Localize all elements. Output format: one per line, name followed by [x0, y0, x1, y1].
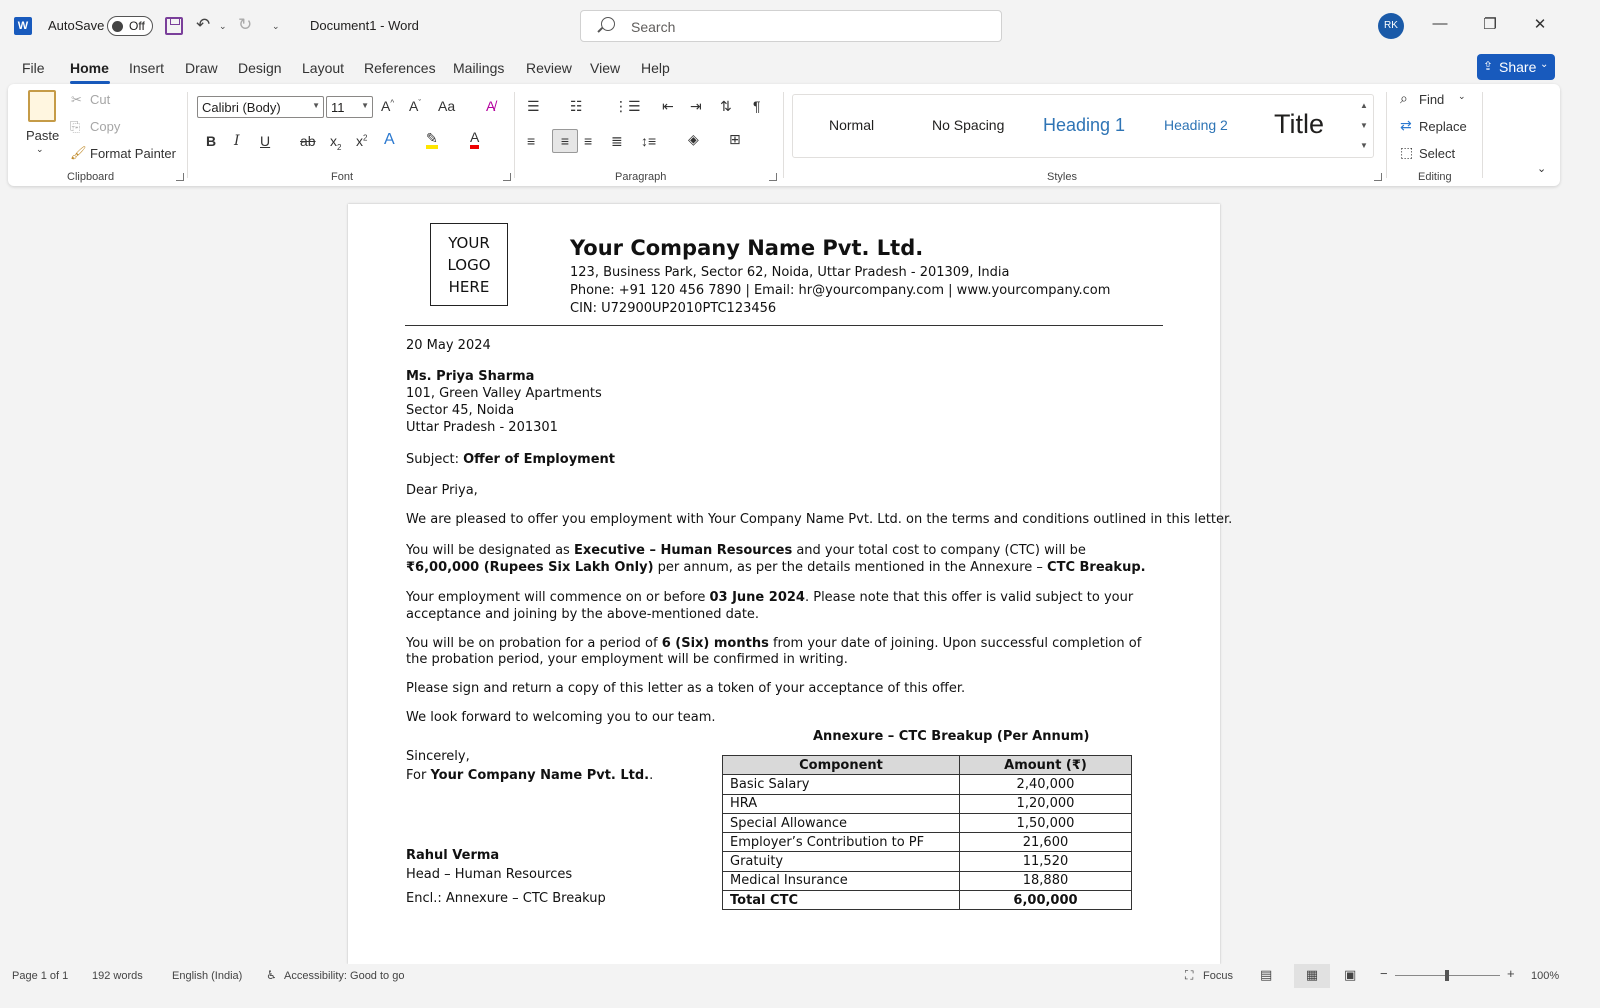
- undo-icon[interactable]: ↶: [196, 15, 211, 34]
- font-name-dropdown[interactable]: [197, 96, 324, 118]
- styles-scroll: [1356, 96, 1372, 156]
- focus-button[interactable]: Focus: [1203, 970, 1233, 982]
- font-dialog-launcher-icon[interactable]: [503, 173, 511, 181]
- text-run: .: [649, 768, 654, 783]
- table-cell: 1,50,000: [960, 813, 1132, 832]
- styles-gallery: [792, 94, 1374, 158]
- table-row: [723, 871, 1132, 890]
- search-icon: [601, 17, 615, 31]
- tab-help[interactable]: Help: [641, 60, 670, 76]
- app-name: Word: [388, 18, 419, 33]
- table-cell: Employer’s Contribution to PF: [723, 833, 960, 852]
- table-header-cell: Amount (₹): [960, 756, 1132, 775]
- style-normal[interactable]: Normal: [829, 117, 875, 133]
- tab-home[interactable]: Home: [70, 60, 109, 76]
- styles-dialog-launcher-icon[interactable]: [1374, 173, 1382, 181]
- recipient-address-line: Uttar Pradesh - 201301: [406, 420, 558, 435]
- tab-draw[interactable]: Draw: [185, 60, 218, 76]
- cut-icon: ✂: [71, 92, 82, 107]
- styles-group-label: Styles: [1047, 171, 1077, 183]
- style-no-spacing[interactable]: No Spacing: [932, 117, 1005, 133]
- copy-button[interactable]: Copy: [90, 119, 121, 134]
- read-mode-icon[interactable]: ▤: [1260, 967, 1273, 982]
- paragraph-commencement: [406, 589, 1161, 623]
- paste-icon[interactable]: [28, 90, 56, 122]
- clear-formatting-icon[interactable]: A̸: [486, 98, 496, 114]
- logo-line: YOUR: [448, 234, 490, 252]
- save-icon[interactable]: [165, 17, 183, 35]
- customize-toolbar-icon[interactable]: ⌄: [272, 21, 280, 31]
- text-run: You will be designated as: [406, 543, 574, 558]
- table-cell: Basic Salary: [723, 775, 960, 794]
- autosave-toggle[interactable]: [107, 16, 153, 36]
- table-cell: 6,00,000: [960, 891, 1132, 910]
- user-avatar[interactable]: RK: [1378, 13, 1404, 39]
- logo-line: LOGO: [447, 256, 491, 274]
- zoom-slider-thumb[interactable]: [1445, 970, 1449, 981]
- for-company-name: Your Company Name Pvt. Ltd.: [430, 768, 650, 783]
- subject-prefix: Subject:: [406, 452, 464, 467]
- tab-review[interactable]: Review: [526, 60, 572, 76]
- font-size-value: 11: [331, 100, 345, 115]
- page-count[interactable]: Page 1 of 1: [12, 970, 69, 982]
- align-right-icon[interactable]: ≡: [584, 133, 593, 149]
- multilevel-list-icon[interactable]: ⋮☰: [614, 98, 641, 114]
- tab-view[interactable]: View: [590, 60, 621, 76]
- table-header-row: [723, 756, 1132, 775]
- collapse-ribbon-icon[interactable]: ⌄: [1537, 163, 1547, 175]
- style-heading-2[interactable]: Heading 2: [1164, 117, 1228, 133]
- borders-icon[interactable]: ⊞: [729, 131, 741, 147]
- zoom-level[interactable]: 100%: [1531, 970, 1560, 982]
- tab-mailings[interactable]: Mailings: [453, 60, 505, 76]
- table-cell: 11,520: [960, 852, 1132, 871]
- styles-scroll-down-icon[interactable]: ▼: [1360, 121, 1368, 130]
- align-left-icon[interactable]: ≡: [527, 133, 536, 149]
- ctc-amount-text: ₹6,00,000 (Rupees Six Lakh Only): [406, 560, 654, 575]
- web-layout-icon[interactable]: ▣: [1344, 967, 1357, 982]
- numbering-icon[interactable]: ☷: [570, 98, 583, 114]
- document-page[interactable]: [348, 204, 1233, 964]
- designation-text: Executive – Human Resources: [573, 543, 793, 558]
- ribbon-separator: [514, 92, 515, 178]
- table-row: [723, 833, 1132, 852]
- italic-icon[interactable]: I: [234, 133, 240, 149]
- table-row: [723, 813, 1132, 832]
- font-size-dropdown[interactable]: [326, 96, 373, 118]
- copy-icon: ⎘: [70, 119, 81, 134]
- title-separator: -: [380, 18, 385, 33]
- format-painter-button[interactable]: Format Painter: [90, 146, 176, 161]
- search-box[interactable]: [580, 10, 1002, 42]
- increase-indent-icon[interactable]: ⇥: [690, 98, 702, 114]
- company-name: Your Company Name Pvt. Ltd.: [570, 236, 924, 260]
- text-run: Your employment will commence on or before: [406, 590, 710, 605]
- text-run: per annum, as per the details mentioned in the Annexure –: [653, 560, 1048, 575]
- font-name-value: Calibri (Body): [202, 100, 281, 115]
- text-run: For: [406, 768, 431, 783]
- shading-icon[interactable]: ◈: [688, 131, 699, 147]
- toggle-knob: [112, 21, 123, 32]
- grow-font-icon[interactable]: A^: [381, 98, 395, 114]
- table-row: [723, 794, 1132, 813]
- table-cell: Medical Insurance: [723, 871, 960, 890]
- table-cell: 21,600: [960, 833, 1132, 852]
- format-painter-icon: 🖌: [70, 145, 87, 160]
- superscript-icon[interactable]: $x^2$: [356, 133, 368, 149]
- search-placeholder: Search: [631, 19, 676, 35]
- line-spacing-icon[interactable]: ↕≡: [641, 133, 657, 149]
- select-icon: ⬚: [1400, 144, 1414, 160]
- accessibility-icon: ♿: [266, 968, 277, 982]
- font-color-icon[interactable]: A: [470, 130, 479, 149]
- text-run: . Please note that this offer is valid subject to your acceptance and joining by the above-mentioned date.: [406, 590, 1134, 622]
- bullets-icon[interactable]: ☰: [527, 98, 540, 114]
- recipient-name: Ms. Priya Sharma: [406, 369, 535, 384]
- zoom-out-icon[interactable]: −: [1380, 966, 1388, 981]
- sort-icon[interactable]: ⇅: [720, 98, 732, 114]
- document-title: [310, 18, 419, 33]
- company-contact: Phone: +91 120 456 7890 | Email: hr@yourcompany.com | www.yourcompany.com: [570, 283, 1111, 298]
- undo-dropdown-icon[interactable]: ⌄: [219, 21, 227, 31]
- signatory-title: Head – Human Resources: [406, 867, 573, 882]
- letter-date: 20 May 2024: [406, 338, 491, 353]
- signatory-name: Rahul Verma: [406, 848, 500, 863]
- recipient-address-line: 101, Green Valley Apartments: [406, 386, 602, 401]
- header-divider: [405, 325, 1163, 326]
- paragraph-dialog-launcher-icon[interactable]: [769, 173, 777, 181]
- table-cell: Gratuity: [723, 852, 960, 871]
- language-indicator[interactable]: English (India): [172, 970, 243, 982]
- tab-references[interactable]: References: [364, 60, 436, 76]
- change-case-button[interactable]: Aa: [438, 98, 456, 114]
- joining-date-text: 03 June 2024: [709, 590, 805, 605]
- text-effects-icon[interactable]: A: [384, 131, 395, 148]
- table-cell: 1,20,000: [960, 794, 1132, 813]
- company-address: 123, Business Park, Sector 62, Noida, Uttar Pradesh - 201309, India: [570, 265, 1010, 280]
- cut-button[interactable]: Cut: [90, 92, 111, 107]
- table-cell: HRA: [723, 794, 960, 813]
- share-button[interactable]: [1477, 54, 1555, 80]
- share-label: Share: [1499, 59, 1537, 75]
- doc-name: Document1: [310, 18, 377, 33]
- subject-line: [406, 452, 615, 467]
- paragraph-probation: [406, 636, 1161, 668]
- text-run: You will be on probation for a period of: [406, 636, 662, 651]
- logo-line: HERE: [448, 278, 490, 296]
- zoom-in-icon[interactable]: +: [1507, 966, 1515, 981]
- replace-icon: ⇄: [1400, 117, 1412, 133]
- focus-icon: ⛶: [1185, 968, 1194, 982]
- print-layout-icon[interactable]: ▦: [1294, 964, 1330, 988]
- strikethrough-icon[interactable]: ab: [300, 133, 316, 149]
- word-icon: W: [14, 17, 32, 35]
- style-heading-1[interactable]: Heading 1: [1043, 115, 1126, 135]
- paragraph-acceptance: Please sign and return a copy of this letter as a token of your acceptance of this offer.: [406, 681, 966, 696]
- closing: Sincerely,: [406, 749, 470, 764]
- autosave-label: AutoSave: [48, 18, 105, 33]
- table-total-row: [723, 891, 1132, 910]
- editing-group-label: Editing: [1418, 171, 1452, 183]
- menu-bar: [0, 52, 1568, 84]
- status-bar: [0, 964, 1568, 988]
- paragraph-intro: We are pleased to offer you employment with Your Company Name Pvt. Ltd. on the terms and conditions outlined in this letter.: [406, 512, 1233, 527]
- accessibility-status[interactable]: Accessibility: Good to go: [284, 970, 405, 982]
- table-header-cell: Component: [723, 756, 960, 775]
- probation-period-text: 6 (Six) months: [661, 636, 769, 651]
- table-cell: Special Allowance: [723, 813, 960, 832]
- subscript-icon[interactable]: $x_2$: [330, 133, 342, 152]
- ribbon-separator: [783, 92, 784, 178]
- chevron-down-icon: ▼: [361, 101, 369, 110]
- paragraph-welcome: We look forward to welcoming you to our team.: [406, 710, 716, 725]
- enclosure-note: Encl.: Annexure – CTC Breakup: [406, 891, 606, 906]
- tab-insert[interactable]: Insert: [129, 60, 165, 76]
- share-icon: ⇪: [1483, 59, 1494, 73]
- ctc-table: [722, 755, 1132, 910]
- shrink-font-icon[interactable]: $A^ˇ$: [409, 98, 422, 114]
- subject-text: Offer of Employment: [463, 452, 615, 467]
- find-icon: ⌕: [1400, 90, 1408, 106]
- justify-icon[interactable]: ≣: [611, 133, 623, 149]
- bold-icon[interactable]: B: [206, 133, 217, 149]
- for-company-line: [406, 768, 653, 783]
- clipboard-dialog-launcher-icon[interactable]: [176, 173, 184, 181]
- align-center-icon[interactable]: ≡: [552, 129, 578, 153]
- styles-scroll-up-icon[interactable]: ▲: [1360, 101, 1368, 110]
- find-chevron-icon[interactable]: ⌄: [1458, 91, 1466, 101]
- close-icon[interactable]: ✕: [1533, 16, 1547, 33]
- tab-design[interactable]: Design: [238, 60, 282, 76]
- autosave-state: Off: [129, 19, 145, 33]
- table-row: [723, 852, 1132, 871]
- company-cin: CIN: U72900UP2010PTC123456: [570, 301, 777, 316]
- share-chevron-icon: ⌄: [1540, 59, 1549, 70]
- minimize-icon[interactable]: —: [1432, 15, 1448, 32]
- decrease-indent-icon[interactable]: ⇤: [662, 98, 674, 114]
- table-cell: Total CTC: [723, 891, 960, 910]
- tab-layout[interactable]: Layout: [302, 60, 345, 76]
- find-button[interactable]: Find: [1419, 92, 1445, 107]
- highlight-icon[interactable]: ✎: [426, 131, 438, 149]
- underline-icon[interactable]: U: [260, 133, 271, 149]
- recipient-address-line: Sector 45, Noida: [406, 403, 515, 418]
- table-cell: 18,880: [960, 871, 1132, 890]
- chevron-down-icon: ▼: [312, 101, 320, 110]
- ribbon-separator: [187, 92, 188, 178]
- style-title[interactable]: Title: [1274, 109, 1325, 139]
- select-button[interactable]: Select: [1419, 146, 1456, 161]
- font-group-label: Font: [331, 171, 354, 183]
- restore-icon[interactable]: ❐: [1483, 16, 1497, 33]
- paragraph-group-label: Paragraph: [615, 171, 667, 183]
- tab-file[interactable]: File: [22, 60, 45, 76]
- paste-button[interactable]: Paste: [26, 128, 60, 143]
- word-count[interactable]: 192 words: [92, 970, 143, 982]
- salutation: Dear Priya,: [406, 483, 478, 498]
- logo-placeholder: [430, 223, 508, 306]
- annexure-title: Annexure – CTC Breakup (Per Annum): [813, 729, 1090, 744]
- text-run: and your total cost to company (CTC) will be: [792, 543, 1086, 558]
- text-run: from your date of joining. Upon successful completion of the probation period, your employment will be confirmed in writing.: [406, 636, 1142, 667]
- table-cell: 2,40,000: [960, 775, 1132, 794]
- redo-icon[interactable]: ↻: [238, 15, 253, 34]
- ribbon-separator: [1482, 92, 1483, 178]
- styles-more-icon[interactable]: ▼: [1360, 141, 1368, 150]
- paragraph-designation: [406, 542, 1161, 576]
- clipboard-group-label: Clipboard: [67, 171, 115, 183]
- title-bar: [0, 0, 1568, 52]
- ctc-breakup-ref: CTC Breakup.: [1047, 560, 1146, 575]
- show-formatting-icon[interactable]: ¶: [753, 98, 761, 114]
- table-row: [723, 775, 1132, 794]
- ribbon-separator: [1386, 92, 1387, 178]
- replace-button[interactable]: Replace: [1419, 119, 1467, 134]
- paste-chevron-icon[interactable]: ⌄: [36, 144, 44, 154]
